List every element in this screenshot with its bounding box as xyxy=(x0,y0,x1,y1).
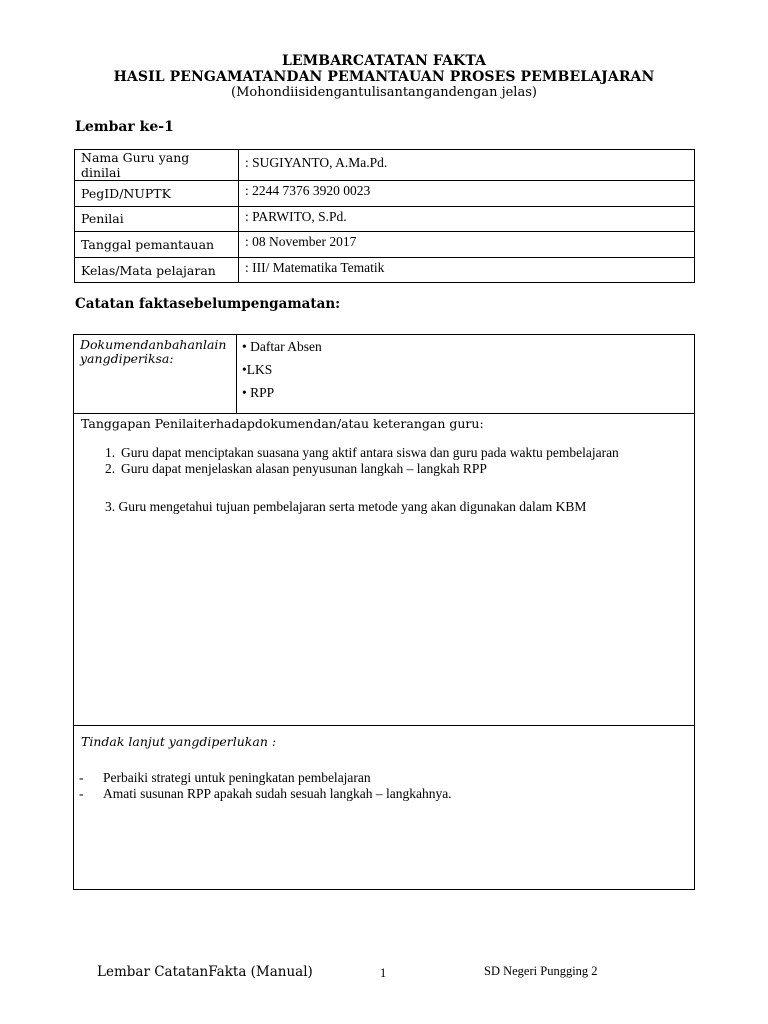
response-item-3: 3. Guru mengetahui tujuan pembelajaran serta metode yang akan digunakan dalam KBM xyxy=(105,499,587,514)
dash-marker: - xyxy=(79,786,84,801)
documents-list xyxy=(242,338,322,407)
footer-document-name: Lembar CatatanFakta (Manual) xyxy=(97,964,313,980)
column-divider xyxy=(236,335,237,413)
item-number: 2. xyxy=(105,461,116,476)
item-number: 1. xyxy=(105,445,116,460)
document-subtitle-heading: HASIL PENGAMATANDAN PEMANTAUAN PROSES PEMBELAJARAN xyxy=(113,69,655,85)
item-text: Guru dapat menjelaskan alasan penyusunan langkah – langkah RPP xyxy=(121,461,487,476)
footer-school-name: SD Negeri Pungging 2 xyxy=(484,964,598,978)
row-label: Penilai xyxy=(75,206,239,232)
document-item: Daftar Absen xyxy=(250,339,322,354)
list-item xyxy=(79,770,452,786)
row-value: : 08 November 2017 xyxy=(239,232,695,258)
assessor-response-box xyxy=(73,413,695,726)
row-label: Tanggal pemantauan xyxy=(75,232,239,258)
row-label: PegID/NUPTK xyxy=(75,181,239,207)
instruction-note: (Mohondiisidengantulisantangandengan jelas) xyxy=(231,85,537,100)
list-item xyxy=(242,384,322,407)
row-value: : 2244 7376 3920 0023 xyxy=(239,181,695,207)
sheet-number: Lembar ke-1 xyxy=(75,119,174,135)
list-item xyxy=(79,786,452,802)
list-item xyxy=(105,445,619,461)
row-value: : SUGIYANTO, A.Ma.Pd. xyxy=(239,150,695,181)
table-row xyxy=(75,181,695,207)
bullet-icon: • xyxy=(242,362,247,377)
documents-label: Dokumendanbahanlain yangdiperiksa: xyxy=(80,337,227,366)
document-title: LEMBARCATATAN FAKTA xyxy=(281,53,487,69)
footer-page-number: 1 xyxy=(380,966,387,980)
item-text: Amati susunan RPP apakah sudah sesuah langkah – langkahnya. xyxy=(103,786,452,801)
section-heading-catatan: Catatan faktasebelumpengamatan: xyxy=(75,296,341,312)
table-row xyxy=(75,257,695,283)
row-label: Kelas/Mata pelajaran xyxy=(75,257,239,283)
bullet-icon: • xyxy=(242,339,247,354)
document-item: RPP xyxy=(250,385,275,400)
follow-up-box xyxy=(73,725,695,890)
row-label: Nama Guru yang dinilai xyxy=(75,150,239,181)
list-item xyxy=(105,461,619,477)
response-heading: Tanggapan Penilaiterhadapdokumendan/atau keterangan guru: xyxy=(81,416,484,431)
table-row xyxy=(75,232,695,258)
follow-up-list xyxy=(79,770,452,802)
follow-up-heading: Tindak lanjut yangdiperlukan : xyxy=(81,734,277,749)
table-row xyxy=(75,206,695,232)
dash-marker: - xyxy=(79,770,84,785)
table-row xyxy=(75,150,695,181)
list-item xyxy=(242,361,322,384)
response-list xyxy=(105,445,619,477)
bullet-icon: • xyxy=(242,385,247,400)
item-text: Perbaiki strategi untuk peningkatan pembelajaran xyxy=(103,770,371,785)
row-value: : PARWITO, S.Pd. xyxy=(239,206,695,232)
teacher-info-table xyxy=(74,149,695,283)
list-item xyxy=(242,338,322,361)
document-item: LKS xyxy=(246,362,273,377)
row-value: : III/ Matematika Tematik xyxy=(239,257,695,283)
item-text: Guru dapat menciptakan suasana yang aktif antara siswa dan guru pada waktu pembelajaran xyxy=(121,445,619,460)
documents-checked-box xyxy=(73,334,695,414)
